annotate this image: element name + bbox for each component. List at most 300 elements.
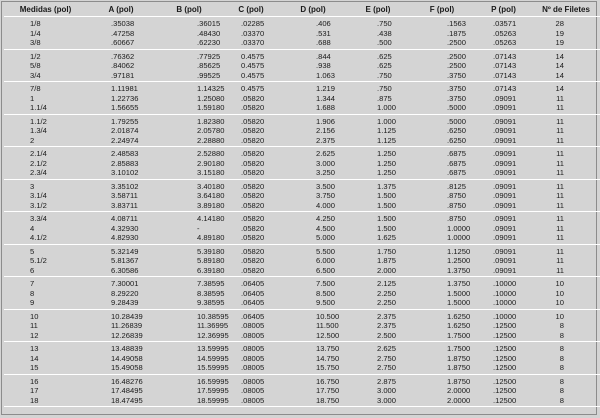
table-cell: 1.125 xyxy=(347,136,409,147)
table-row xyxy=(4,224,600,234)
table-cell: .77925 xyxy=(197,51,221,61)
table-row xyxy=(4,212,600,224)
table-cell: .10000 xyxy=(475,298,532,309)
table-cell: 1.22736 xyxy=(111,93,139,103)
table-cell: .06405 xyxy=(241,311,265,321)
table-cell: 7.38595 xyxy=(197,279,225,288)
column-header: Nº de Filetes xyxy=(532,3,600,17)
table-cell: .12500 xyxy=(493,321,517,330)
table-row xyxy=(4,277,600,289)
table-cell: 10 xyxy=(532,298,600,309)
table-cell: 1.500 xyxy=(377,214,397,223)
table-cell: 3.15180 xyxy=(155,168,223,179)
table-cell: .35038 xyxy=(111,19,135,28)
table-cell: 1.344 xyxy=(316,93,336,103)
table-cell: 14 xyxy=(555,51,564,61)
table-cell: 15.49058 xyxy=(87,363,155,374)
table-cell: 8 xyxy=(30,288,35,298)
table-cell: 7.500 xyxy=(316,279,336,288)
table-row xyxy=(4,256,600,266)
table-cell: 5 xyxy=(30,246,35,256)
table-cell: 5.89180 xyxy=(197,256,225,265)
table-cell: 12 xyxy=(4,331,87,342)
table-cell: .09091 xyxy=(493,93,517,103)
table-row xyxy=(4,38,600,49)
table-cell: 11 xyxy=(556,256,564,265)
table-cell: .09091 xyxy=(493,149,517,158)
table-cell: .09091 xyxy=(493,116,517,126)
table-cell: 3.1/2 xyxy=(4,201,87,212)
table-cell: 1.1/2 xyxy=(30,116,47,126)
table-cell: .10000 xyxy=(493,311,517,321)
table-cell: .07143 xyxy=(493,61,517,70)
table-cell: 2.250 xyxy=(377,288,397,298)
table-cell: .08005 xyxy=(241,321,265,330)
table-cell: .09091 xyxy=(493,158,517,168)
table-cell: .07143 xyxy=(493,51,517,61)
table-cell: 5.32149 xyxy=(111,246,139,256)
table-cell: 8.29220 xyxy=(111,288,139,298)
table-cell: .438 xyxy=(377,28,392,38)
table-cell: 1.375 xyxy=(377,181,397,191)
table-cell: 11 xyxy=(556,214,564,223)
table-cell: .08005 xyxy=(223,396,279,407)
table-cell: 18 xyxy=(4,396,87,407)
table-row xyxy=(4,266,600,277)
row-group xyxy=(4,277,600,310)
row-group xyxy=(4,212,600,245)
row-group xyxy=(4,342,600,375)
table-cell: 1.8750 xyxy=(447,376,471,386)
table-cell: 1.7500 xyxy=(409,331,475,342)
table-cell: 4.82930 xyxy=(87,233,155,244)
table-cell: 15.750 xyxy=(279,363,347,374)
table-cell: .08005 xyxy=(241,344,265,353)
table-cell: 2.48583 xyxy=(111,149,139,158)
table-cell: 14.59995 xyxy=(197,353,229,363)
table-cell: 11 xyxy=(30,321,38,330)
table-cell: 8 xyxy=(559,353,564,363)
table-cell: 15.59995 xyxy=(155,363,223,374)
table-cell: 1.000 xyxy=(377,116,397,126)
table-row xyxy=(4,386,600,396)
table-row xyxy=(4,94,600,104)
table-cell: 0.4575 xyxy=(241,61,265,70)
table-row xyxy=(4,354,600,364)
table-cell: .99525 xyxy=(155,71,223,82)
table-cell: .09091 xyxy=(493,223,517,233)
table-cell: 1.59180 xyxy=(155,103,223,114)
table-cell: 1.625 xyxy=(347,233,409,244)
table-cell: 17.59995 xyxy=(197,386,229,395)
row-group xyxy=(4,179,600,212)
table-cell: 1.906 xyxy=(316,116,336,126)
table-cell: .6250 xyxy=(409,136,475,147)
table-cell: .688 xyxy=(279,38,347,49)
table-cell: 16.750 xyxy=(316,376,340,386)
table-cell: 1.2500 xyxy=(447,256,471,265)
table-cell: 1.8750 xyxy=(409,363,475,374)
table-cell: 2.250 xyxy=(347,298,409,309)
table-cell: 14.750 xyxy=(316,353,340,363)
table-cell: 1 xyxy=(30,93,35,103)
column-header: C (pol) xyxy=(223,3,279,17)
table-cell: 1.6250 xyxy=(447,321,471,330)
table-cell: 1.79255 xyxy=(111,116,139,126)
table-cell: .05820 xyxy=(241,116,265,126)
table-cell: 13 xyxy=(30,344,39,353)
table-row xyxy=(4,71,600,82)
table-cell: 4.32930 xyxy=(111,223,139,233)
table-cell: 10 xyxy=(555,288,564,298)
table-cell: 1.500 xyxy=(377,191,397,200)
table-cell: .03370 xyxy=(241,28,265,38)
table-cell: .48430 xyxy=(197,28,221,38)
table-row xyxy=(4,168,600,179)
table-row xyxy=(4,374,600,386)
table-cell: 5.39180 xyxy=(197,246,225,256)
table-cell: 3/8 xyxy=(4,38,87,49)
table-cell: 19 xyxy=(532,38,600,49)
table-cell: 13.59995 xyxy=(197,344,229,353)
table-cell: .05820 xyxy=(223,201,279,212)
table-cell: .08005 xyxy=(241,386,265,395)
table-cell: 2.000 xyxy=(347,266,409,277)
table-cell: 2.125 xyxy=(377,279,397,288)
table-cell: 11 xyxy=(556,158,564,168)
table-cell: 18.750 xyxy=(279,396,347,407)
table-cell: .84062 xyxy=(111,61,135,70)
table-cell: 11.36995 xyxy=(197,321,229,330)
table-cell: .09091 xyxy=(493,191,517,200)
table-cell: 14 xyxy=(532,71,600,82)
table-cell: 1.875 xyxy=(377,256,397,265)
table-cell: .07143 xyxy=(475,71,532,82)
table-cell: 1.56655 xyxy=(87,103,155,114)
table-cell: .02285 xyxy=(241,19,265,28)
table-cell: 9 xyxy=(4,298,87,309)
table-cell: .05820 xyxy=(223,103,279,114)
table-cell: 1.1250 xyxy=(447,246,471,256)
table-row xyxy=(4,342,600,354)
table-cell: 4.08711 xyxy=(111,214,138,223)
table-cell: 3.3/4 xyxy=(30,214,47,223)
table-cell: 2.0000 xyxy=(409,396,475,407)
column-header: A (pol) xyxy=(87,3,155,17)
table-cell: .2500 xyxy=(447,51,467,61)
table-cell: 4 xyxy=(30,223,35,233)
table-cell: 2.28880 xyxy=(155,136,223,147)
table-cell: .625 xyxy=(377,51,392,61)
table-cell: 2.1/2 xyxy=(30,158,47,168)
table-cell: 3.500 xyxy=(316,181,336,191)
table-cell: 3/4 xyxy=(4,71,87,82)
table-cell: .5000 xyxy=(409,103,475,114)
table-cell: .09091 xyxy=(475,136,532,147)
table-cell: 8 xyxy=(532,396,600,407)
table-cell: 3.40180 xyxy=(197,181,225,191)
row-group xyxy=(4,49,600,82)
column-header: Medidas (pol) xyxy=(4,3,87,17)
table-cell: .6250 xyxy=(447,126,467,135)
row-group xyxy=(4,17,600,50)
table-cell: 10 xyxy=(555,279,564,288)
table-cell: .05820 xyxy=(223,136,279,147)
table-cell: .05820 xyxy=(241,93,265,103)
table-cell: 4.250 xyxy=(316,214,336,223)
table-cell: .09091 xyxy=(475,201,532,212)
table-cell: 3.250 xyxy=(279,168,347,179)
row-group xyxy=(4,114,600,147)
table-cell: .6875 xyxy=(409,168,475,179)
table-cell: .05820 xyxy=(241,181,265,191)
table-cell: 4.14180 xyxy=(197,214,225,223)
table-cell: .06405 xyxy=(223,298,279,309)
table-cell: 8 xyxy=(559,376,564,386)
table-row xyxy=(4,298,600,309)
table-cell: 10 xyxy=(30,311,39,321)
table-cell: 17.48495 xyxy=(111,386,143,395)
table-cell: .06405 xyxy=(241,288,265,298)
table-cell: 2 xyxy=(4,136,87,147)
table-row xyxy=(4,126,600,136)
table-cell: 2.3/4 xyxy=(4,168,87,179)
column-header: P (pol) xyxy=(475,3,532,17)
table-row xyxy=(4,159,600,169)
table-cell: .09091 xyxy=(493,181,517,191)
table-cell: 5.1/2 xyxy=(30,256,47,265)
table-cell: 7/8 xyxy=(30,84,41,93)
table-cell: .8750 xyxy=(409,201,475,212)
table-cell: .625 xyxy=(377,61,392,70)
table-cell: 1/4 xyxy=(30,28,41,38)
table-cell: 3.64180 xyxy=(197,191,225,200)
table-cell: 1.250 xyxy=(347,168,409,179)
table-cell: .8750 xyxy=(447,214,467,223)
table-cell: 13.48839 xyxy=(111,344,143,353)
table-cell: 1.3/4 xyxy=(30,126,47,135)
table-cell: .09091 xyxy=(475,168,532,179)
table-cell: .47258 xyxy=(111,28,135,38)
table-row xyxy=(4,114,600,126)
table-cell: 3.750 xyxy=(316,191,336,200)
table-cell: 8 xyxy=(559,344,564,353)
table-cell: .03370 xyxy=(223,38,279,49)
table-cell: 2.625 xyxy=(377,344,397,353)
table-cell: .05263 xyxy=(475,38,532,49)
table-cell: .406 xyxy=(316,19,331,28)
table-cell: 8.500 xyxy=(316,288,336,298)
table-cell: .6875 xyxy=(447,158,467,168)
table-cell: .750 xyxy=(377,19,392,28)
table-cell: .08005 xyxy=(223,363,279,374)
table-cell: .12500 xyxy=(475,331,532,342)
table-row xyxy=(4,191,600,201)
table-cell: 2.24974 xyxy=(87,136,155,147)
table-cell: 1.0000 xyxy=(447,223,471,233)
table-cell: .8125 xyxy=(447,181,467,191)
table-cell: 12.36995 xyxy=(155,331,223,342)
table-cell: .08005 xyxy=(223,331,279,342)
table-cell: 3.89180 xyxy=(155,201,223,212)
table-cell: 11 xyxy=(556,149,564,158)
table-cell: .2500 xyxy=(409,38,475,49)
table-cell: 2.625 xyxy=(316,149,336,158)
table-cell: 1.688 xyxy=(279,103,347,114)
table-cell: 3.35102 xyxy=(111,181,139,191)
table-cell: .531 xyxy=(316,28,331,38)
table-cell: 5.81367 xyxy=(111,256,139,265)
table-cell: 9.500 xyxy=(279,298,347,309)
table-cell: 2.500 xyxy=(347,331,409,342)
column-header: B (pol) xyxy=(155,3,223,17)
table-cell: 8 xyxy=(532,363,600,374)
table-cell: 14 xyxy=(555,61,564,70)
table-cell: .6875 xyxy=(447,149,467,158)
table-row xyxy=(4,331,600,342)
table-cell: .60667 xyxy=(87,38,155,49)
table-cell: .62230 xyxy=(155,38,223,49)
table-row xyxy=(4,147,600,159)
table-cell: 17 xyxy=(30,386,39,395)
table-cell: .875 xyxy=(377,93,392,103)
table-cell: .12500 xyxy=(493,344,517,353)
table-cell: 1.125 xyxy=(377,126,397,135)
table-cell: 11 xyxy=(556,181,564,191)
table-cell: .938 xyxy=(316,61,331,70)
table-cell: 1.1/4 xyxy=(4,103,87,114)
table-cell: .05820 xyxy=(241,126,265,135)
table-cell: 14.49058 xyxy=(111,353,143,363)
table-cell: 18.47495 xyxy=(87,396,155,407)
table-cell: 11 xyxy=(532,266,600,277)
table-cell: 12.500 xyxy=(279,331,347,342)
table-cell: 3.000 xyxy=(316,158,336,168)
table-cell: 16.59995 xyxy=(197,376,229,386)
table-cell: .05820 xyxy=(241,223,265,233)
table-cell: 1.250 xyxy=(377,149,397,158)
table-row xyxy=(4,179,600,191)
table-cell: .05820 xyxy=(241,149,265,158)
table-cell: 6.30586 xyxy=(87,266,155,277)
table-cell: 2.750 xyxy=(347,363,409,374)
table-cell: .12500 xyxy=(493,376,517,386)
table-cell: .07143 xyxy=(493,84,517,93)
table-cell: 6.000 xyxy=(316,256,336,265)
column-header: E (pol) xyxy=(347,3,409,17)
table-cell: .8750 xyxy=(447,191,467,200)
table-cell: .36015 xyxy=(197,19,221,28)
table-cell: 11 xyxy=(532,168,600,179)
table-cell: 16.48276 xyxy=(111,376,143,386)
table-cell: 1.14325 xyxy=(197,84,225,93)
table-cell: 5/8 xyxy=(30,61,41,70)
table-cell: 11.500 xyxy=(316,321,339,330)
column-header: F (pol) xyxy=(409,3,475,17)
table-cell: .10000 xyxy=(493,279,517,288)
table-cell: 6.500 xyxy=(279,266,347,277)
table-cell: .09091 xyxy=(475,233,532,244)
table-cell: 3.1/4 xyxy=(30,191,47,200)
table-cell: .09091 xyxy=(493,126,517,135)
table-cell: .05820 xyxy=(241,214,265,223)
table-cell: 9.38595 xyxy=(155,298,223,309)
row-group xyxy=(4,374,600,407)
table-cell: 7.30001 xyxy=(111,279,139,288)
table-cell: 1.500 xyxy=(347,201,409,212)
table-cell: .03571 xyxy=(493,19,517,28)
table-cell: 10 xyxy=(555,311,564,321)
table-row xyxy=(4,61,600,71)
table-cell: 7 xyxy=(30,279,35,288)
table-cell: .97181 xyxy=(87,71,155,82)
table-cell: 1.8750 xyxy=(447,353,471,363)
table-cell: 4.89180 xyxy=(155,233,223,244)
table-cell: 3.10102 xyxy=(87,168,155,179)
table-cell: 12.26839 xyxy=(87,331,155,342)
table-cell: 11 xyxy=(532,201,600,212)
table-cell: 14 xyxy=(555,84,564,93)
table-cell: - xyxy=(197,223,200,233)
table-cell: 6 xyxy=(4,266,87,277)
table-cell: 16 xyxy=(30,376,39,386)
table-cell: 1.219 xyxy=(316,84,336,93)
table-cell: .1875 xyxy=(447,28,467,38)
table-cell: 1.82380 xyxy=(197,116,225,126)
table-row xyxy=(4,289,600,299)
table-cell: 11 xyxy=(532,103,600,114)
table-cell: 4.000 xyxy=(279,201,347,212)
table-cell: .3750 xyxy=(409,71,475,82)
table-cell: .05820 xyxy=(223,168,279,179)
table-header-row xyxy=(4,3,600,17)
table-cell: 19 xyxy=(555,28,564,38)
table-cell: 2.1/4 xyxy=(30,149,47,158)
row-group xyxy=(4,309,600,342)
table-cell: 3.83711 xyxy=(87,201,155,212)
table-cell: .05820 xyxy=(241,246,265,256)
table-cell: 2.01874 xyxy=(111,126,139,135)
row-group xyxy=(4,82,600,115)
table-cell: 1.25080 xyxy=(197,93,225,103)
table-cell: .09091 xyxy=(493,214,517,223)
table-cell: 1.750 xyxy=(377,246,397,256)
table-cell: 2.375 xyxy=(377,321,397,330)
table-cell: 28 xyxy=(555,19,564,28)
table-cell: .10000 xyxy=(493,288,517,298)
table-cell: .08005 xyxy=(241,353,265,363)
table-cell: 1.3750 xyxy=(447,279,471,288)
row-group xyxy=(4,244,600,277)
table-cell: 1.000 xyxy=(347,103,409,114)
table-cell: 2.0000 xyxy=(447,386,471,395)
table-cell: 11 xyxy=(556,223,564,233)
table-row xyxy=(4,29,600,39)
table-row xyxy=(4,49,600,61)
table-cell: 5.000 xyxy=(279,233,347,244)
table-cell: 8 xyxy=(532,331,600,342)
table-cell: .2500 xyxy=(447,61,467,70)
table-cell: 8 xyxy=(559,386,564,395)
table-cell: 1.11981 xyxy=(111,84,138,93)
table-cell: 14 xyxy=(30,353,39,363)
table-cell: 2.52880 xyxy=(197,149,225,158)
table-cell: 18.59995 xyxy=(155,396,223,407)
row-group xyxy=(4,147,600,180)
table-cell: 5.500 xyxy=(316,246,336,256)
table-cell: 11 xyxy=(556,116,564,126)
table-cell: 2.85883 xyxy=(111,158,139,168)
